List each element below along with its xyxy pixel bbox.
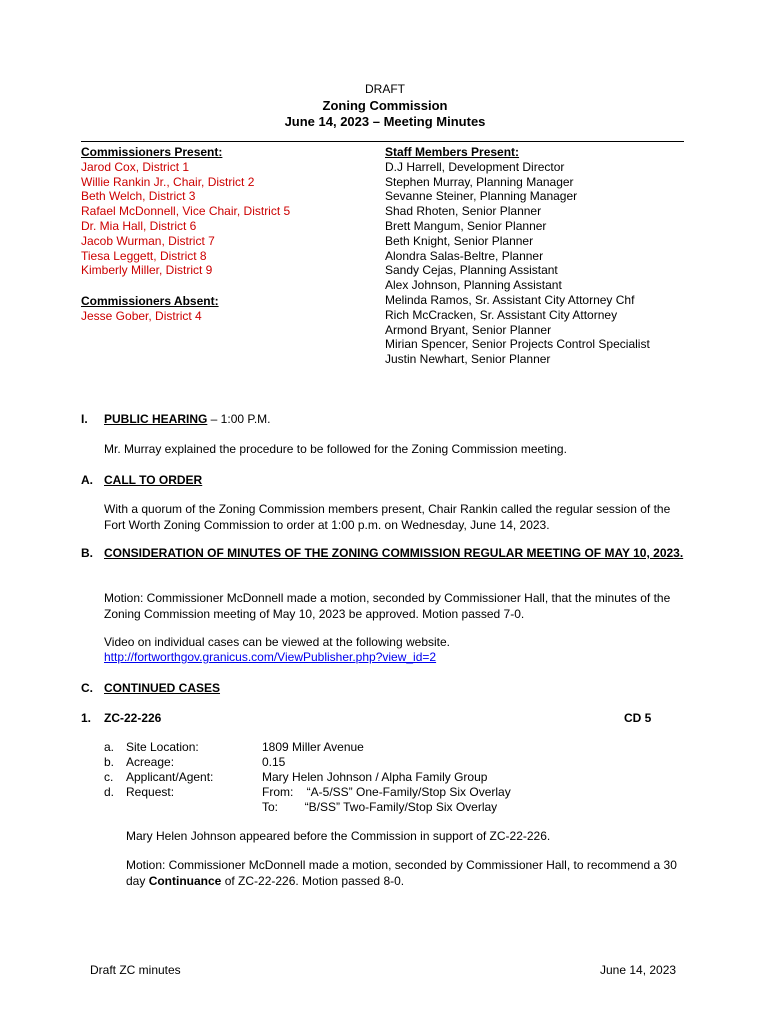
commissioners-absent	[81, 294, 219, 324]
section-i-heading: PUBLIC HEARING	[104, 412, 208, 426]
case-row-label: Acreage:	[126, 755, 175, 769]
case-row-letter: b.	[104, 755, 115, 769]
case-motion-outcome: Continuance	[148, 873, 222, 888]
staff-present	[385, 145, 650, 367]
document-subtitle: June 14, 2023 – Meeting Minutes	[284, 114, 486, 129]
draft-label: DRAFT	[365, 82, 405, 96]
section-i-heading-line	[104, 412, 271, 426]
case-request-from: From: “A-5/SS” One-Family/Stop Six Overlay	[262, 785, 511, 799]
staff-item: Alex Johnson, Planning Assistant	[385, 278, 562, 293]
commissioner-item: Beth Welch, District 3	[81, 189, 196, 204]
staff-item: Justin Newhart, Senior Planner	[385, 352, 551, 367]
section-b-video-text: Video on individual cases can be viewed at the following website.	[104, 635, 450, 649]
section-c-number: C.	[81, 681, 93, 695]
document-title: Zoning Commission	[322, 98, 448, 113]
commissioners-present-heading: Commissioners Present:	[81, 145, 223, 159]
case-row-label: Applicant/Agent:	[126, 770, 214, 784]
staff-item: Sandy Cejas, Planning Assistant	[385, 263, 558, 278]
case-district: CD 5	[624, 711, 652, 725]
commissioner-item: Kimberly Miller, District 9	[81, 263, 213, 278]
commissioner-item: Jarod Cox, District 1	[81, 159, 190, 174]
case-row-value: 0.15	[262, 755, 286, 769]
staff-present-heading: Staff Members Present:	[385, 145, 520, 159]
case-motion-result: of ZC-22-226. Motion passed 8-0.	[221, 873, 405, 888]
commissioner-item: Tiesa Leggett, District 8	[81, 248, 207, 263]
staff-item: Sevanne Steiner, Planning Manager	[385, 189, 578, 204]
video-link[interactable]: http://fortworthgov.granicus.com/ViewPublisher.php?view_id=2	[104, 650, 437, 664]
case-row-value: Mary Helen Johnson / Alpha Family Group	[262, 770, 488, 784]
section-b-motion: Motion: Commissioner McDonnell made a motion, seconded by Commissioner Hall, that the minutes of the Zoning Commission meeting of May 10, 2023 be approved. Motion passed 7-0.	[104, 591, 671, 621]
commissioner-item: Willie Rankin Jr., Chair, District 2	[81, 174, 255, 189]
commissioner-item: Dr. Mia Hall, District 6	[81, 218, 197, 233]
section-c-heading: CONTINUED CASES	[104, 681, 221, 695]
commissioner-item: Jacob Wurman, District 7	[81, 233, 215, 248]
case-request-to: To: “B/SS” Two-Family/Stop Six Overlay	[262, 800, 498, 814]
staff-item: Brett Mangum, Senior Planner	[385, 218, 547, 233]
staff-item: Beth Knight, Senior Planner	[385, 233, 534, 248]
section-i-time: – 1:00 P.M.	[207, 412, 271, 426]
section-i-number: I.	[81, 412, 88, 426]
section-b-number: B.	[81, 546, 93, 560]
section-i-text: Mr. Murray explained the procedure to be followed for the Zoning Commission meeting.	[104, 442, 567, 456]
case-row-label: Site Location:	[126, 740, 199, 754]
header-divider	[81, 141, 684, 142]
commissioner-item: Rafael McDonnell, Vice Chair, District 5	[81, 204, 291, 219]
staff-item: Armond Bryant, Senior Planner	[385, 322, 552, 337]
case-row-value: 1809 Miller Avenue	[262, 740, 364, 754]
footer-left: Draft ZC minutes	[90, 963, 181, 977]
commissioners-present	[81, 145, 290, 278]
footer-date: June 14, 2023	[600, 963, 677, 977]
case-row-label: Request:	[126, 785, 175, 799]
staff-item: D.J Harrell, Development Director	[385, 159, 565, 174]
case-motion	[126, 858, 692, 889]
case-number: 1.	[81, 711, 92, 725]
section-b-heading: CONSIDERATION OF MINUTES OF THE ZONING COMMISSION REGULAR MEETING OF MAY 10, 2023.	[104, 546, 684, 560]
staff-item: Shad Rhoten, Senior Planner	[385, 204, 542, 219]
case-motion-text: Motion: Commissioner McDonnell made a motion, seconded by Commissioner Hall, to recommend a 30 day	[126, 858, 677, 888]
staff-item: Stephen Murray, Planning Manager	[385, 174, 574, 189]
section-a-number: A.	[81, 473, 93, 487]
case-row-letter: a.	[104, 740, 115, 754]
section-a-text: With a quorum of the Zoning Commission members present, Chair Rankin called the regular session of the Fort Worth Zoning Commission to order at 1:00 p.m. on Wednesday, June 14, 2023.	[104, 502, 671, 532]
section-b-video-link-wrap	[104, 650, 692, 666]
case-id: ZC-22-226	[104, 711, 162, 725]
case-row-letter: d.	[104, 785, 115, 799]
staff-item: Alondra Salas-Beltre, Planner	[385, 248, 544, 263]
absent-commissioner-item: Jesse Gober, District 4	[81, 308, 202, 323]
staff-item: Melinda Ramos, Sr. Assistant City Attorney Chf	[385, 292, 635, 307]
case-appearance: Mary Helen Johnson appeared before the Commission in support of ZC-22-226.	[126, 829, 551, 843]
staff-item: Rich McCracken, Sr. Assistant City Attorney	[385, 307, 618, 322]
commissioners-absent-heading: Commissioners Absent:	[81, 294, 219, 308]
case-row-letter: c.	[104, 770, 114, 784]
staff-item: Mirian Spencer, Senior Projects Control Specialist	[385, 337, 650, 352]
section-a-heading: CALL TO ORDER	[104, 473, 203, 487]
